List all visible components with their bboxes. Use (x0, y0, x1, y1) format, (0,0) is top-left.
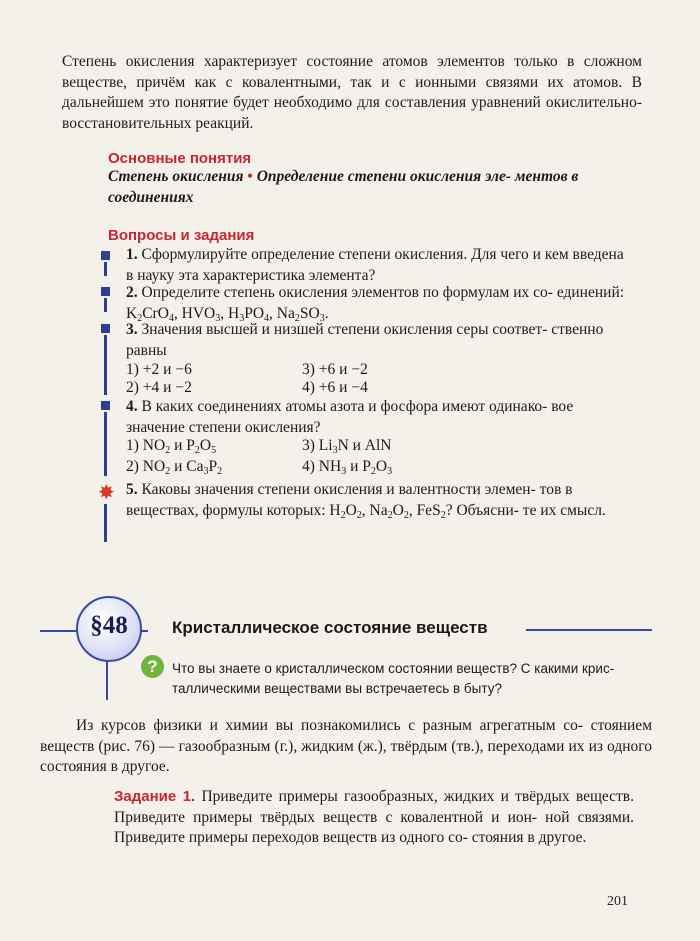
question-icon: ? (141, 655, 164, 678)
question-text: Значения высшей и низшей степени окисления серы соответ- ственно равны (126, 321, 604, 359)
star-icon: ✸ (98, 482, 115, 504)
section-number: §48 (90, 612, 128, 639)
question-text: Определите степень окисления элементов по формулам их со- единений: (141, 284, 625, 301)
question-2 (126, 283, 634, 324)
question-marker (101, 401, 110, 410)
option: 3) $Li_3N$ и AlN (302, 437, 392, 456)
question-number: 4. (126, 398, 138, 415)
question-marker (101, 324, 110, 333)
option: 1) $NO_2$ и $P_2O_5$ (126, 437, 217, 456)
questions-heading: Вопросы и задания (108, 227, 255, 244)
question-marker (101, 251, 110, 260)
concept-separator: • (247, 168, 253, 185)
question-4 (126, 397, 634, 438)
question-text: Каковы значения степени окисления и валентности элемен- тов в веществах, формулы которых: (126, 481, 573, 519)
option: 2) +4 и −2 (126, 379, 192, 396)
question-bar (104, 504, 107, 542)
task-text: Приведите примеры газообразных, жидких и твёрдых веществ. Приведите примеры твёрдых веществ с ковалентной и ион- ной связями. Приведите примеры переходов веществ из одного со- стояния в другое. (114, 788, 635, 846)
concept-1: Степень окисления (108, 168, 244, 185)
question-marker (101, 287, 110, 296)
question-3 (126, 320, 634, 361)
question-text-end: Объясни- те их смысл. (456, 501, 606, 519)
question-number: 5. (126, 481, 138, 498)
question-1 (126, 245, 634, 286)
section-number-badge (76, 596, 142, 662)
question-number: 1. (126, 246, 138, 263)
option: 4) $NH_3$ и $P_2O_3$ (302, 458, 393, 477)
concepts-list (108, 167, 628, 208)
section-rule-right (526, 629, 652, 631)
option: 1) +2 и −6 (126, 361, 192, 378)
section-prompt: Что вы знаете о кристаллическом состоянии веществ? С какими крис- таллическими веществами вы встречаетесь в быту? (172, 661, 615, 696)
question-text: Сформулируйте определение степени окисления. Для чего и кем введена в науку эта характеристика элемента? (126, 246, 624, 284)
options-row (126, 457, 486, 478)
intro-paragraph: Степень окисления характеризует состояние атомов элементов только в сложном веществе, причём как с ковалентными, так и с ионными связями их атомов. В дальнейшем это понятие будет необходимо для составления уравнений окислительно-восстановительных реакций. (62, 53, 642, 132)
options-row (126, 436, 486, 457)
question-number: 2. (126, 284, 138, 301)
task-label: Задание 1. (114, 788, 196, 805)
page-number: 201 (607, 894, 628, 909)
section-body: Из курсов физики и химии вы познакомились с разным агрегатным со- стоянием веществ (рис. 76) — газообразным (г.), жидким (ж.), твёрдым (тв.), переходами их из одного состояния в другое. (40, 717, 652, 775)
question-5 (126, 480, 634, 521)
question-bar (104, 298, 107, 312)
options-row (126, 378, 486, 399)
question-bar (104, 412, 107, 476)
formulas: $K_2CrO_4$, $HVO_3$, $H_3PO_4$, $Na_2SO_3$. (126, 304, 329, 324)
formulas: $H_2O_2$, $Na_2O_2$, FeS$_2$? (329, 501, 453, 521)
question-text: В каких соединениях атомы азота и фосфора имеют одинако- вое значение степени окисления? (126, 398, 574, 436)
option: 4) +6 и −4 (302, 379, 368, 396)
task-1 (114, 787, 634, 849)
option: 3) +6 и −2 (302, 361, 368, 378)
section-title: Кристаллическое состояние веществ (172, 618, 488, 637)
question-bar (104, 335, 107, 395)
question-number: 3. (126, 321, 138, 338)
concept-2: Определение степени окисления эле- ментов в соединениях (108, 168, 579, 206)
option: 2) $NO_2$ и $Ca_3P_2$ (126, 458, 223, 477)
question-bar (104, 262, 107, 276)
concepts-heading: Основные понятия (108, 150, 252, 167)
